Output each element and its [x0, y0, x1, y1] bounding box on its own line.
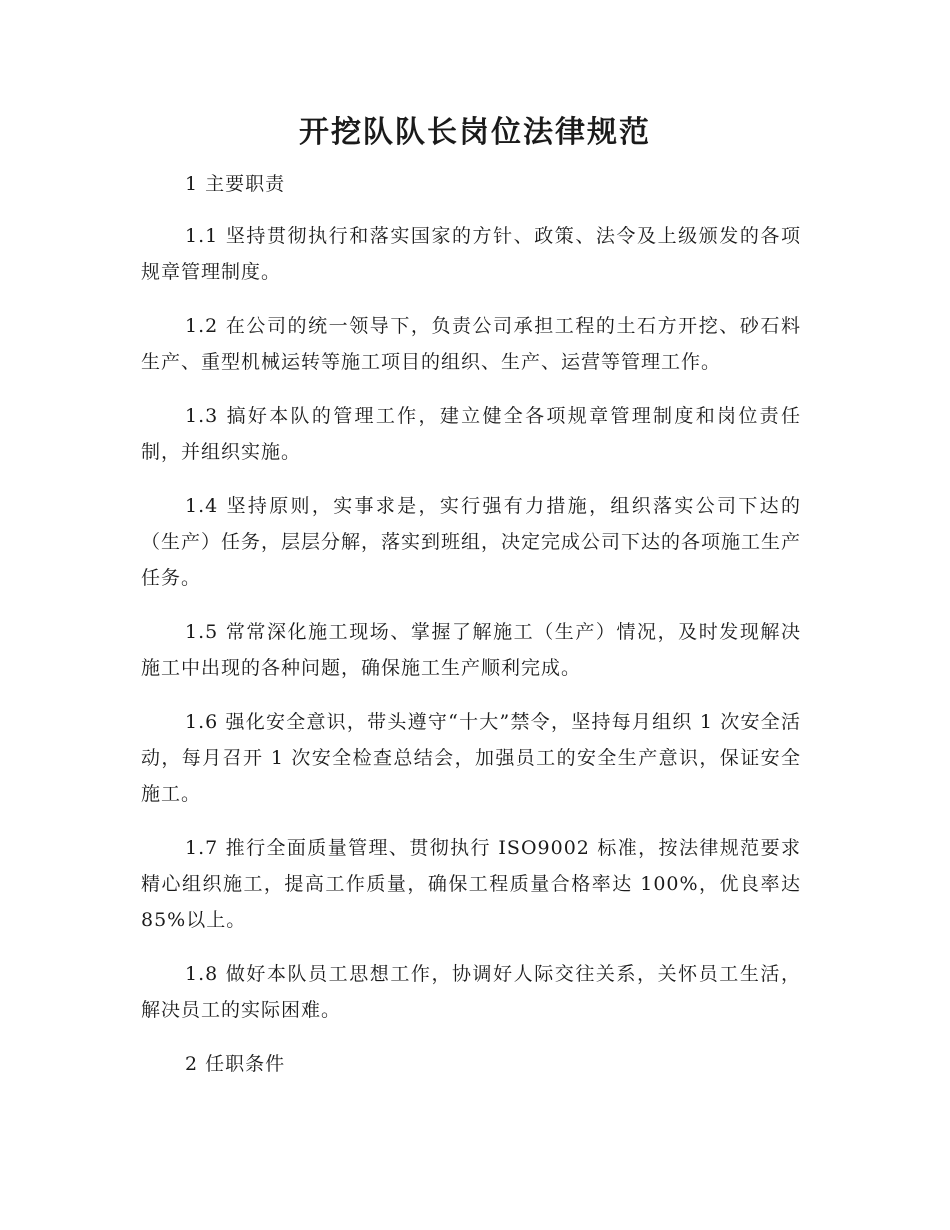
- paragraph-1-8: 1.8 做好本队员工思想工作，协调好人际交往关系，关怀员工生活，解决员工的实际困难。: [141, 963, 801, 1021]
- section-heading-duties: 1 主要职责: [185, 173, 286, 195]
- document-body: [141, 166, 801, 1098]
- paragraph-1-3: 1.3 搞好本队的管理工作，建立健全各项规章管理制度和岗位责任制，并组织实施。: [141, 405, 801, 463]
- paragraph-1-1: 1.1 坚持贯彻执行和落实国家的方针、政策、法令及上级颁发的各项规章管理制度。: [141, 225, 801, 283]
- paragraph-1-5: 1.5 常常深化施工现场、掌握了解施工（生产）情况，及时发现解决施工中出现的各种问题，确保施工生产顺利完成。: [141, 621, 801, 679]
- paragraph-1-4: 1.4 坚持原则，实事求是，实行强有力措施，组织落实公司下达的（生产）任务，层层分解，落实到班组，决定完成公司下达的各项施工生产任务。: [141, 495, 802, 589]
- section-heading-qualifications: 2 任职条件: [185, 1053, 286, 1075]
- paragraph-1-7: 1.7 推行全面质量管理、贯彻执行 ISO9002 标准，按法律规范要求精心组织施工，提高工作质量，确保工程质量合格率达 100%，优良率达 85%以上。: [141, 837, 801, 931]
- paragraph-1-6: 1.6 强化安全意识，带头遵守“十大”禁令，坚持每月组织 1 次安全活动，每月召开 1 次安全检查总结会，加强员工的安全生产意识，保证安全施工。: [141, 711, 801, 805]
- document-title: 开挖队队长岗位法律规范: [299, 115, 651, 150]
- paragraph-1-2: 1.2 在公司的统一领导下，负责公司承担工程的土石方开挖、砂石料生产、重型机械运转等施工项目的组织、生产、运营等管理工作。: [141, 315, 801, 373]
